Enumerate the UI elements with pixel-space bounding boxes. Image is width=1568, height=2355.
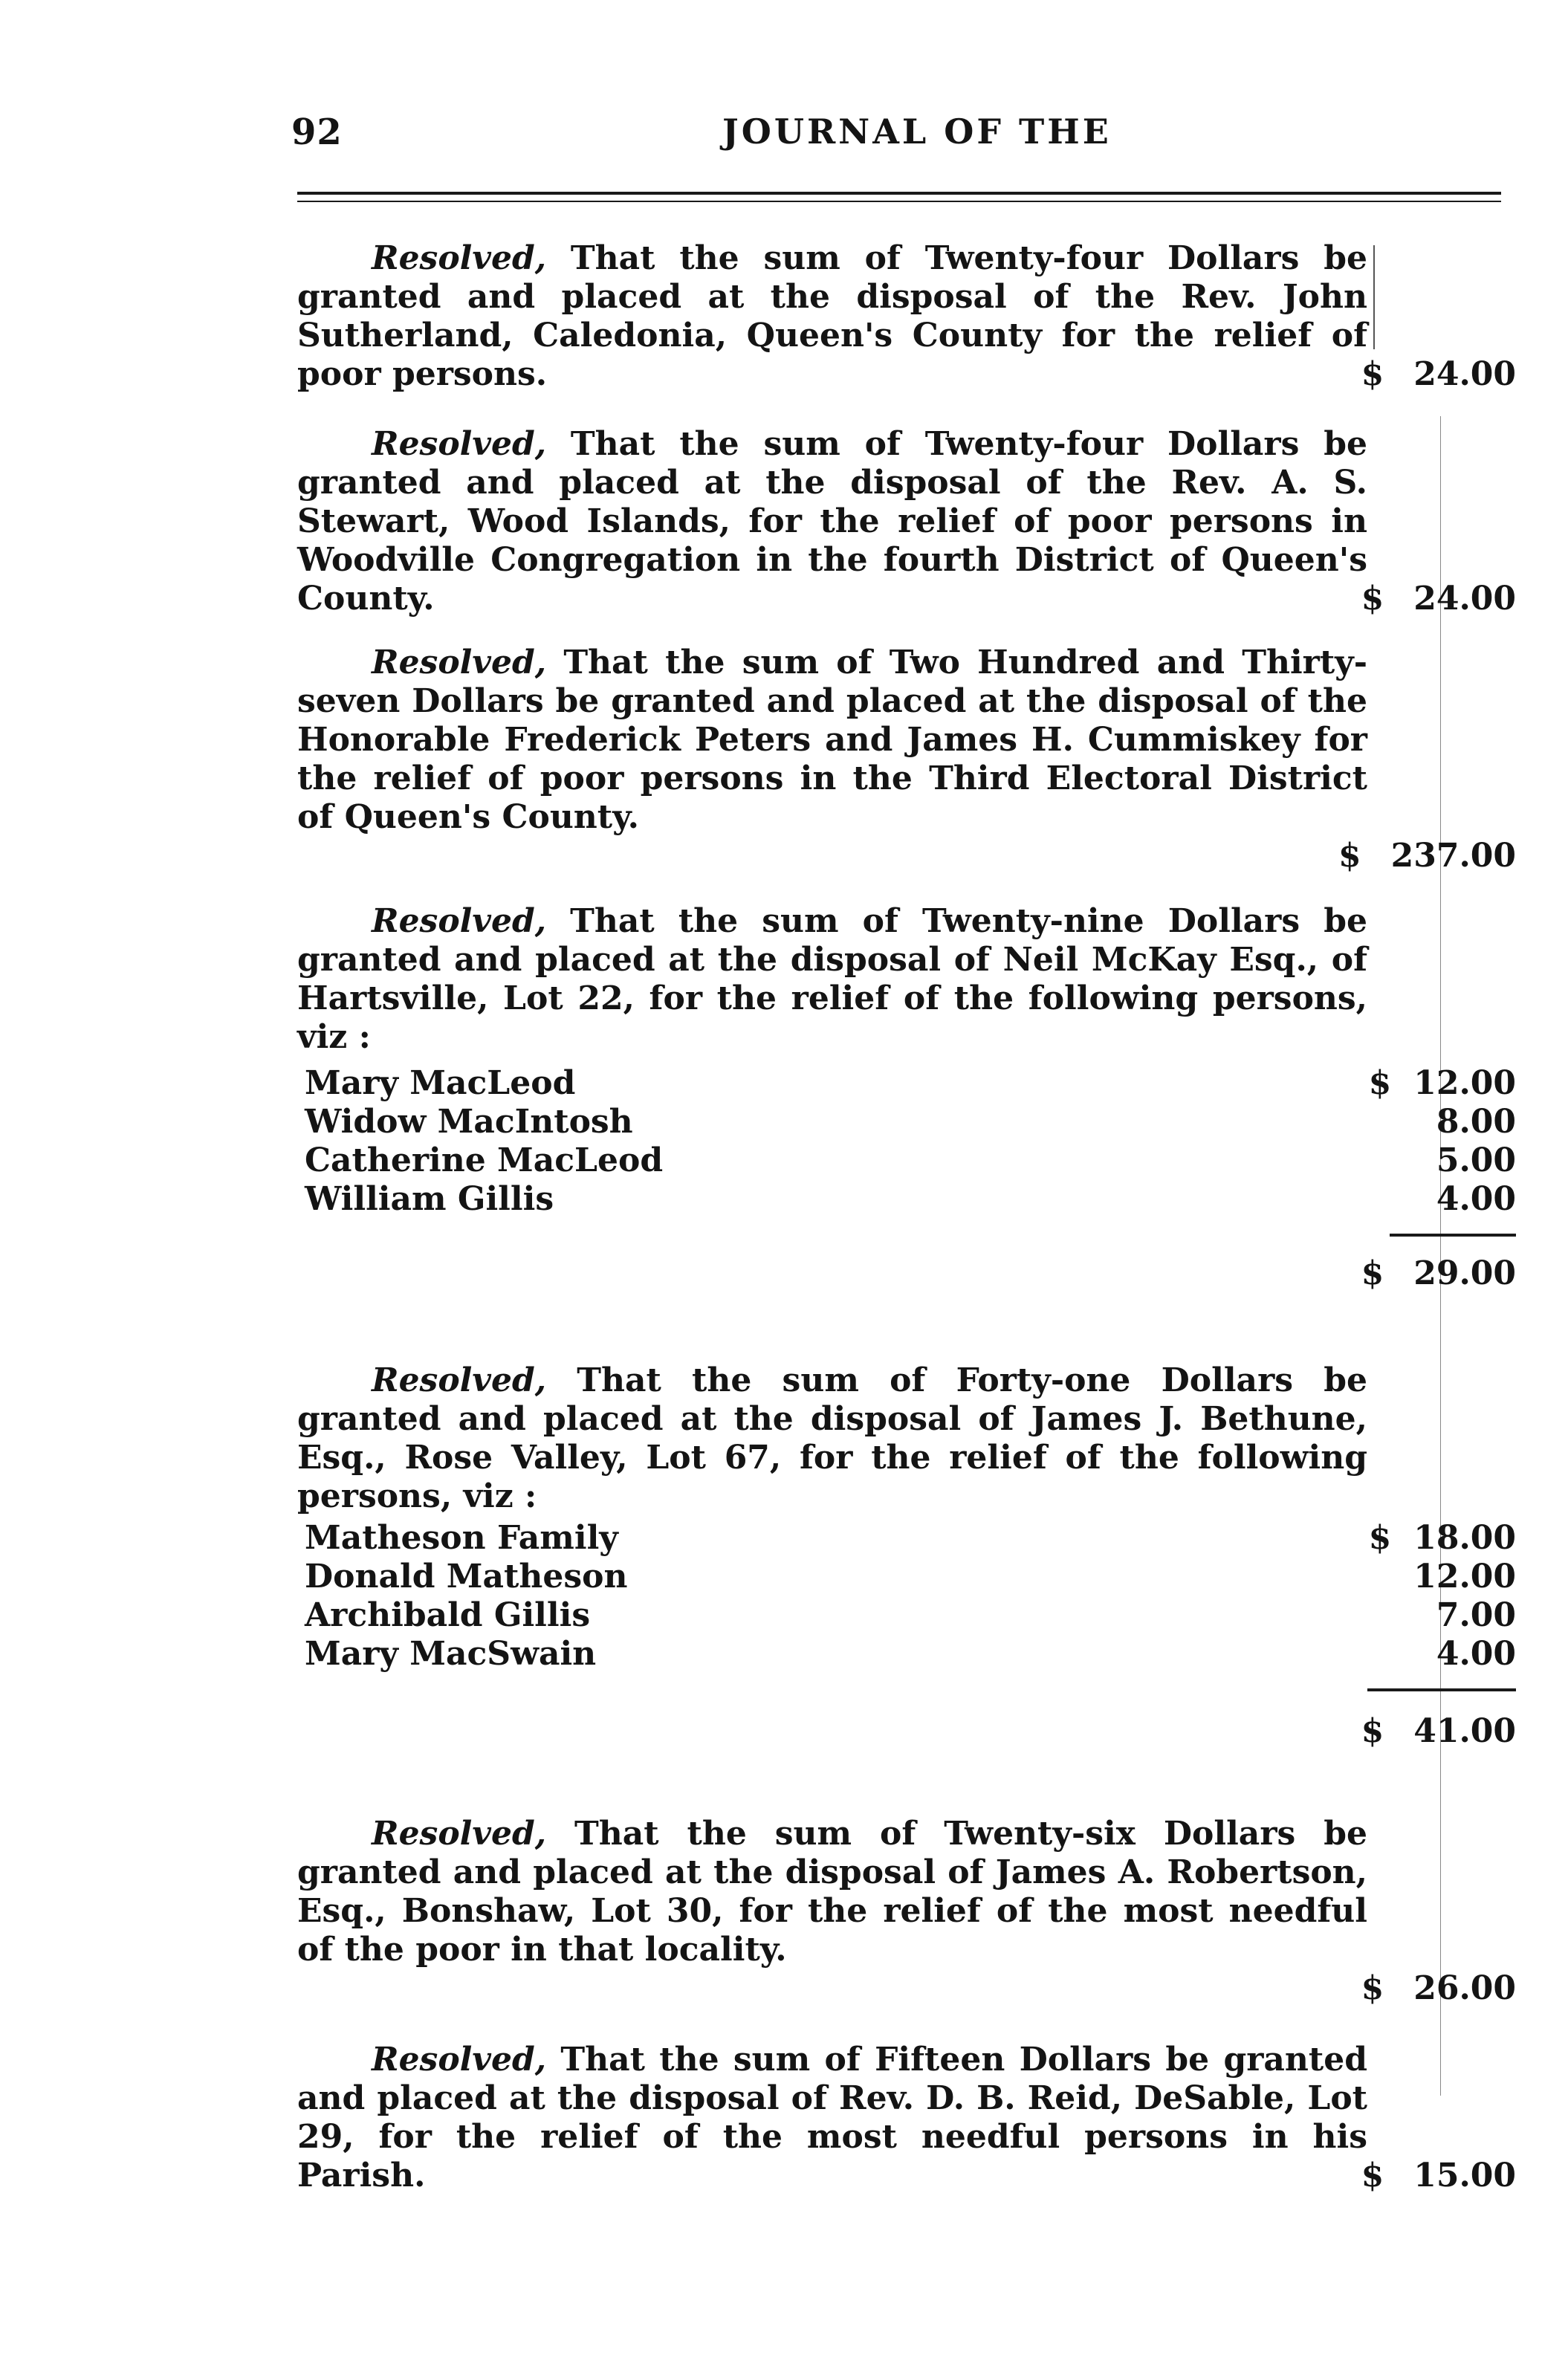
resolution-lead: Resolved, bbox=[372, 1361, 547, 1399]
resolution-amount bbox=[1315, 2118, 1516, 2234]
beneficiary-name: Mary MacSwain bbox=[305, 1635, 597, 1673]
resolution-paragraph bbox=[297, 425, 1367, 618]
beneficiary-name: Donald Matheson bbox=[305, 1558, 628, 1596]
amount-value: 7.00 bbox=[1436, 1596, 1516, 1634]
list-total bbox=[1361, 1254, 1516, 1293]
dollar-sign: $ bbox=[1361, 2157, 1384, 2194]
beneficiary-list bbox=[305, 1519, 1516, 1674]
amount-value: 12.00 bbox=[1413, 1064, 1516, 1102]
dollar-sign: $ bbox=[1368, 1519, 1392, 1557]
list-item bbox=[305, 1519, 1516, 1558]
beneficiary-amount bbox=[1436, 1180, 1516, 1219]
resolution-paragraph bbox=[297, 239, 1367, 394]
list-item bbox=[305, 1596, 1516, 1635]
resolution-text: That the sum of Forty-one Dollars be granted and placed at the disposal of James J. Bethune, Esq., Rose Valley, Lot 67, for the relief of the following persons, viz : bbox=[297, 1361, 1367, 1515]
total-rule bbox=[1367, 1688, 1516, 1691]
resolution-paragraph bbox=[297, 902, 1367, 1057]
resolution-amount bbox=[1315, 541, 1516, 657]
resolution-text: That the sum of Twenty-four Dollars be granted and placed at the disposal of the Rev. John Sutherland, Caledonia, Queen's County for the relief of poor persons. bbox=[297, 239, 1367, 393]
beneficiary-name: Archibald Gillis bbox=[305, 1596, 591, 1634]
amount-value: 5.00 bbox=[1436, 1141, 1516, 1179]
resolution-text: That the sum of Fifteen Dollars be granted and placed at the disposal of Rev. D. B. Reid, DeSable, Lot 29, for the relief of the most needful persons in his Parish. bbox=[297, 2041, 1367, 2194]
amount-value: 12.00 bbox=[1413, 1558, 1516, 1596]
resolution-text: That the sum of Two Hundred and Thirty-seven Dollars be granted and placed at the disposal of the Honorable Frederick Peters and James H. Cummiskey for the relief of poor persons in the Third Electoral District of Queen's County. bbox=[297, 644, 1367, 836]
page-header bbox=[291, 111, 1510, 171]
amount-value: 24.00 bbox=[1413, 355, 1516, 393]
resolution-lead: Resolved, bbox=[372, 1815, 547, 1853]
resolution-text: That the sum of Twenty-four Dollars be granted and placed at the disposal of the Rev. A. S. Stewart, Wood Islands, for the relief of poor persons in Woodville Congregation in the fourth District of Queen's County. bbox=[297, 425, 1367, 618]
list-item bbox=[305, 1180, 1516, 1219]
total-value: 29.00 bbox=[1413, 1254, 1516, 1292]
header-rule bbox=[297, 192, 1501, 195]
resolution-lead: Resolved, bbox=[372, 239, 547, 277]
list-item bbox=[305, 1103, 1516, 1141]
amount-value: 8.00 bbox=[1436, 1103, 1516, 1141]
page-number: 92 bbox=[291, 111, 343, 153]
amount-value: 18.00 bbox=[1413, 1519, 1516, 1557]
list-item bbox=[305, 1141, 1516, 1180]
resolution-text: That the sum of Twenty-six Dollars be granted and placed at the disposal of James A. Robertson, Esq., Bonshaw, Lot 30, for the relief of the most needful of the poor in that locality. bbox=[297, 1815, 1367, 1969]
list-item bbox=[305, 1635, 1516, 1674]
beneficiary-name: William Gillis bbox=[305, 1180, 554, 1218]
dollar-sign: $ bbox=[1361, 1254, 1384, 1292]
resolution-lead: Resolved, bbox=[372, 644, 547, 681]
resolution-amount bbox=[1315, 317, 1516, 433]
beneficiary-name: Catherine MacLeod bbox=[305, 1141, 664, 1179]
amount-value: 4.00 bbox=[1436, 1180, 1516, 1218]
amount-value: 15.00 bbox=[1413, 2157, 1516, 2194]
resolution-amount bbox=[1293, 798, 1516, 914]
header-rule-thin bbox=[297, 201, 1501, 202]
dollar-sign: $ bbox=[1338, 837, 1361, 875]
beneficiary-amount bbox=[1369, 1064, 1516, 1103]
dollar-sign: $ bbox=[1361, 1712, 1384, 1750]
resolution-amount bbox=[1315, 1931, 1516, 2047]
beneficiary-name: Widow MacIntosh bbox=[305, 1103, 633, 1141]
beneficiary-amount bbox=[1436, 1141, 1516, 1180]
dollar-sign: $ bbox=[1361, 1969, 1384, 2007]
beneficiary-list bbox=[305, 1064, 1516, 1219]
resolution-paragraph bbox=[297, 1815, 1367, 1969]
amount-value: 237.00 bbox=[1390, 837, 1516, 875]
resolution-lead: Resolved, bbox=[372, 425, 547, 463]
dollar-sign: $ bbox=[1361, 355, 1384, 393]
resolution-paragraph bbox=[297, 644, 1367, 837]
beneficiary-amount bbox=[1369, 1519, 1516, 1558]
dollar-sign: $ bbox=[1361, 580, 1384, 618]
amount-value: 26.00 bbox=[1413, 1969, 1516, 2007]
resolution-text: That the sum of Twenty-nine Dollars be granted and placed at the disposal of Neil McKay Esq., of Hartsville, Lot 22, for the relief of the following persons, viz : bbox=[297, 902, 1367, 1056]
beneficiary-name: Mary MacLeod bbox=[305, 1064, 576, 1102]
running-title: JOURNAL OF THE bbox=[722, 111, 1112, 152]
total-rule bbox=[1390, 1234, 1516, 1237]
resolution-lead: Resolved, bbox=[372, 902, 547, 940]
amount-value: 24.00 bbox=[1413, 580, 1516, 618]
list-total bbox=[1361, 1712, 1516, 1751]
beneficiary-name: Matheson Family bbox=[305, 1519, 618, 1557]
resolution-lead: Resolved, bbox=[372, 2041, 547, 2079]
resolution-paragraph bbox=[297, 2041, 1367, 2195]
beneficiary-amount bbox=[1436, 1103, 1516, 1141]
total-value: 41.00 bbox=[1413, 1712, 1516, 1750]
resolution-paragraph bbox=[297, 1361, 1367, 1516]
beneficiary-amount bbox=[1436, 1635, 1516, 1674]
beneficiary-amount bbox=[1436, 1596, 1516, 1635]
list-item bbox=[305, 1558, 1516, 1596]
amount-value: 4.00 bbox=[1436, 1635, 1516, 1673]
beneficiary-amount bbox=[1413, 1558, 1516, 1596]
list-item bbox=[305, 1064, 1516, 1103]
dollar-sign: $ bbox=[1368, 1064, 1392, 1102]
